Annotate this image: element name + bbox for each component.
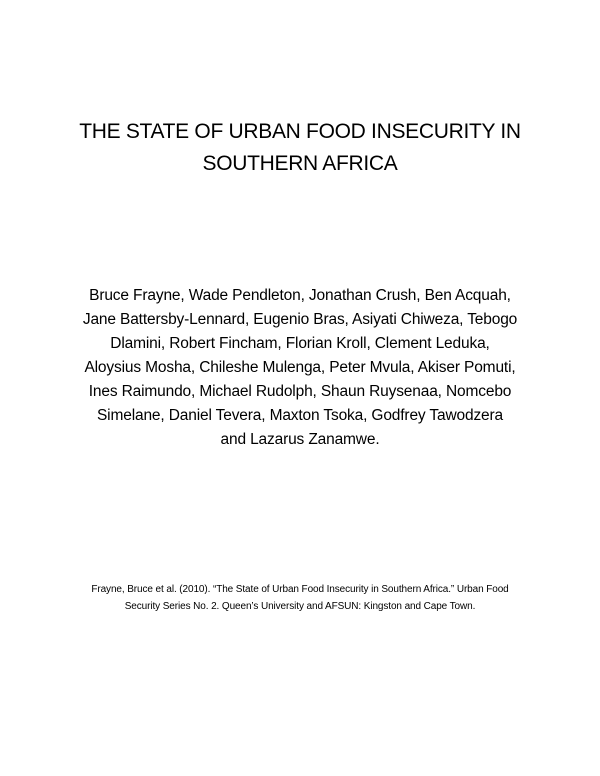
title-line: SOUTHERN AFRICA — [202, 152, 398, 175]
title-line: THE STATE OF URBAN FOOD INSECURITY IN — [79, 120, 521, 143]
author-line: Simelane, Daniel Tevera, Maxton Tsoka, Godfrey Tawodzera — [96, 407, 503, 424]
citation-line: Frayne, Bruce et al. (2010). “The State of Urban Food Insecurity in Southern Africa.” Urban Food — [91, 584, 509, 595]
author-line: Bruce Frayne, Wade Pendleton, Jonathan Crush, Ben Acquah, — [89, 287, 511, 304]
author-line: and Lazarus Zanamwe. — [220, 431, 380, 448]
author-line: Dlamini, Robert Fincham, Florian Kroll, Clement Leduka, — [110, 335, 490, 352]
citation-line: Security Series No. 2. Queen’s University and AFSUN: Kingston and Cape Town. — [124, 601, 476, 612]
citation — [40, 581, 560, 615]
author-line: Ines Raimundo, Michael Rudolph, Shaun Ruysenaa, Nomcebo — [88, 383, 512, 400]
author-list — [40, 284, 560, 452]
author-line: Jane Battersby-Lennard, Eugenio Bras, Asiyati Chiweza, Tebogo — [82, 311, 518, 328]
document-title — [40, 116, 560, 180]
author-line: Aloysius Mosha, Chileshe Mulenga, Peter Mvula, Akiser Pomuti, — [84, 359, 516, 376]
